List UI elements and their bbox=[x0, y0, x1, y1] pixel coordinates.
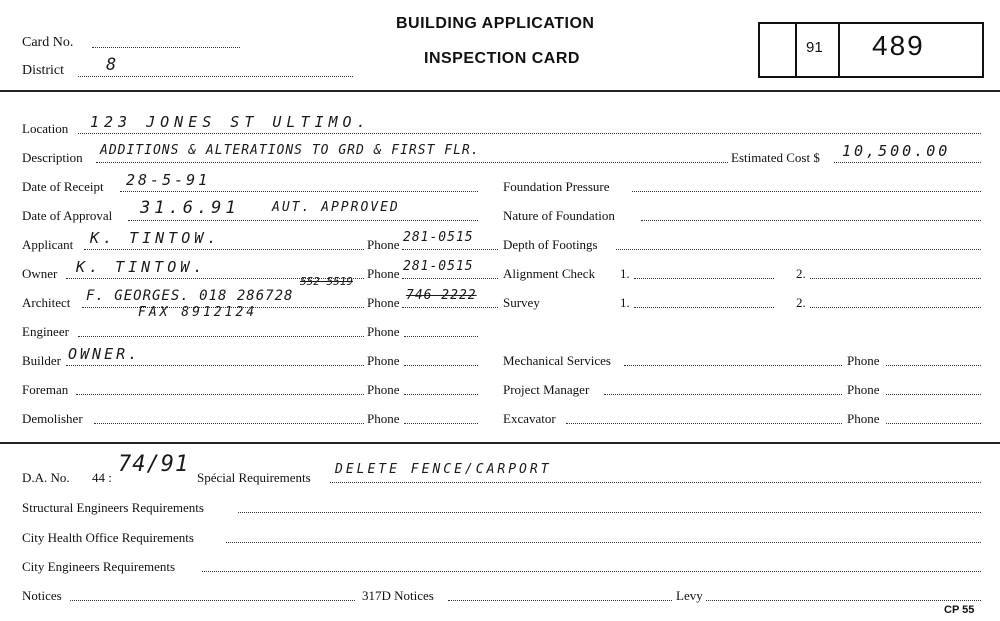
survey-2-field[interactable] bbox=[810, 307, 981, 308]
notices-317d-field[interactable] bbox=[448, 600, 672, 601]
survey-label: Survey bbox=[503, 295, 540, 310]
architect-struck-number: 552 5519 bbox=[300, 275, 353, 288]
location-field[interactable] bbox=[78, 133, 981, 134]
architect-fax: FAX 8912124 bbox=[138, 305, 258, 320]
middle-rule bbox=[0, 442, 1000, 444]
box-divider-2 bbox=[838, 22, 840, 76]
card-number: 489 bbox=[872, 30, 925, 61]
owner-phone-label: Phone bbox=[367, 266, 400, 281]
project-manager-phone-label: Phone bbox=[847, 382, 880, 397]
survey-1-label: 1. bbox=[620, 295, 630, 310]
special-requirements-label: Spécial Requirements bbox=[197, 470, 311, 485]
demolisher-phone-label: Phone bbox=[367, 411, 400, 426]
date-of-receipt-value: 28-5-91 bbox=[126, 171, 211, 189]
project-manager-label: Project Manager bbox=[503, 382, 590, 397]
structural-requirements-label: Structural Engineers Requirements bbox=[22, 500, 204, 515]
estimated-cost-field[interactable] bbox=[834, 162, 981, 163]
mechanical-services-field[interactable] bbox=[624, 365, 842, 366]
architect-label: Architect bbox=[22, 295, 71, 310]
mechanical-phone-field[interactable] bbox=[886, 365, 981, 366]
engineer-phone-label: Phone bbox=[367, 324, 400, 339]
architect-value: F. GEORGES. 018 286728 bbox=[86, 288, 294, 304]
location-value: 123 JONES ST ULTIMO. bbox=[90, 113, 371, 131]
special-requirements-field[interactable] bbox=[330, 482, 981, 483]
excavator-label: Excavator bbox=[503, 411, 556, 426]
architect-phone-field[interactable] bbox=[402, 307, 498, 308]
engineer-phone-field[interactable] bbox=[404, 336, 478, 337]
demolisher-label: Demolisher bbox=[22, 411, 83, 426]
box-divider-1 bbox=[795, 22, 797, 76]
description-value: ADDITIONS & ALTERATIONS TO GRD & FIRST FLR. bbox=[100, 143, 480, 158]
health-requirements-label: City Health Office Requirements bbox=[22, 530, 194, 545]
nature-of-foundation-label: Nature of Foundation bbox=[503, 208, 615, 223]
da-value: 74/91 bbox=[118, 452, 190, 477]
health-requirements-field[interactable] bbox=[226, 542, 981, 543]
date-of-approval-value: 31.6.91 bbox=[140, 198, 240, 218]
city-engineers-label: City Engineers Requirements bbox=[22, 559, 176, 574]
levy-field[interactable] bbox=[706, 600, 981, 601]
description-field[interactable] bbox=[96, 162, 728, 163]
alignment-check-2-label: 2. bbox=[796, 266, 806, 281]
card-year: 91 bbox=[806, 39, 823, 56]
levy-label: Levy bbox=[676, 588, 703, 603]
district-field[interactable] bbox=[78, 76, 353, 77]
da-no-label: D.A. No. bbox=[22, 470, 70, 485]
foundation-pressure-label: Foundation Pressure bbox=[503, 179, 610, 194]
date-of-receipt-field[interactable] bbox=[120, 191, 478, 192]
card-no-field[interactable] bbox=[92, 47, 240, 48]
date-of-approval-field[interactable] bbox=[128, 220, 478, 221]
survey-2-label: 2. bbox=[796, 295, 806, 310]
city-engineers-field[interactable] bbox=[202, 571, 981, 572]
builder-value: OWNER. bbox=[68, 345, 141, 363]
builder-phone-label: Phone bbox=[367, 353, 400, 368]
header-rule bbox=[0, 90, 1000, 92]
structural-requirements-field[interactable] bbox=[238, 512, 981, 513]
depth-of-footings-field[interactable] bbox=[616, 249, 981, 250]
engineer-field[interactable] bbox=[78, 336, 364, 337]
district-label: District bbox=[22, 63, 64, 78]
special-requirements-value: DELETE FENCE/CARPORT bbox=[335, 462, 552, 477]
foreman-phone-label: Phone bbox=[367, 382, 400, 397]
estimated-cost-label: Estimated Cost $ bbox=[731, 150, 820, 165]
nature-of-foundation-field[interactable] bbox=[641, 220, 981, 221]
project-manager-phone-field[interactable] bbox=[886, 394, 981, 395]
owner-value: K. TINTOW. bbox=[76, 258, 207, 276]
owner-phone-value: 281-0515 bbox=[403, 259, 474, 274]
applicant-label: Applicant bbox=[22, 237, 74, 252]
depth-of-footings-label: Depth of Footings bbox=[503, 237, 598, 252]
location-label: Location bbox=[22, 121, 69, 136]
notices-label: Notices bbox=[22, 588, 62, 603]
owner-phone-field[interactable] bbox=[402, 278, 498, 279]
mechanical-phone-label: Phone bbox=[847, 353, 880, 368]
foreman-field[interactable] bbox=[76, 394, 364, 395]
card-number-box bbox=[758, 22, 984, 78]
da-prefix: 44 : bbox=[92, 470, 112, 485]
applicant-phone-field[interactable] bbox=[402, 249, 498, 250]
foundation-pressure-field[interactable] bbox=[632, 191, 981, 192]
notices-317d-label: 317D Notices bbox=[362, 588, 434, 603]
card-no-label: Card No. bbox=[22, 35, 74, 50]
alignment-check-label: Alignment Check bbox=[503, 266, 596, 281]
alignment-check-1-label: 1. bbox=[620, 266, 630, 281]
excavator-phone-field[interactable] bbox=[886, 423, 981, 424]
foreman-phone-field[interactable] bbox=[404, 394, 478, 395]
applicant-phone-value: 281-0515 bbox=[403, 230, 474, 245]
foreman-label: Foreman bbox=[22, 382, 69, 397]
builder-phone-field[interactable] bbox=[404, 365, 478, 366]
notices-field[interactable] bbox=[70, 600, 355, 601]
architect-phone-struck: 746 2222 bbox=[406, 288, 477, 303]
alignment-check-1-field[interactable] bbox=[634, 278, 774, 279]
project-manager-field[interactable] bbox=[604, 394, 842, 395]
form-code: CP 55 bbox=[944, 604, 975, 616]
demolisher-field[interactable] bbox=[94, 423, 364, 424]
builder-label: Builder bbox=[22, 353, 61, 368]
owner-label: Owner bbox=[22, 266, 58, 281]
date-of-receipt-label: Date of Receipt bbox=[22, 179, 104, 194]
architect-phone-label: Phone bbox=[367, 295, 400, 310]
mechanical-services-label: Mechanical Services bbox=[503, 353, 611, 368]
estimated-cost-value: 10,500.00 bbox=[842, 142, 951, 160]
date-of-approval-label: Date of Approval bbox=[22, 208, 113, 223]
approval-note: AUT. APPROVED bbox=[272, 200, 400, 215]
district-value: 8 bbox=[106, 55, 119, 75]
excavator-phone-label: Phone bbox=[847, 411, 880, 426]
demolisher-phone-field[interactable] bbox=[404, 423, 478, 424]
survey-1-field[interactable] bbox=[634, 307, 774, 308]
title-line-2: INSPECTION CARD bbox=[424, 50, 580, 67]
description-label: Description bbox=[22, 150, 83, 165]
applicant-phone-label: Phone bbox=[367, 237, 400, 252]
applicant-field[interactable] bbox=[84, 249, 364, 250]
excavator-field[interactable] bbox=[566, 423, 842, 424]
builder-field[interactable] bbox=[66, 365, 364, 366]
applicant-value: K. TINTOW. bbox=[90, 229, 221, 247]
title-line-1: BUILDING APPLICATION bbox=[396, 15, 595, 32]
engineer-label: Engineer bbox=[22, 324, 69, 339]
alignment-check-2-field[interactable] bbox=[810, 278, 981, 279]
